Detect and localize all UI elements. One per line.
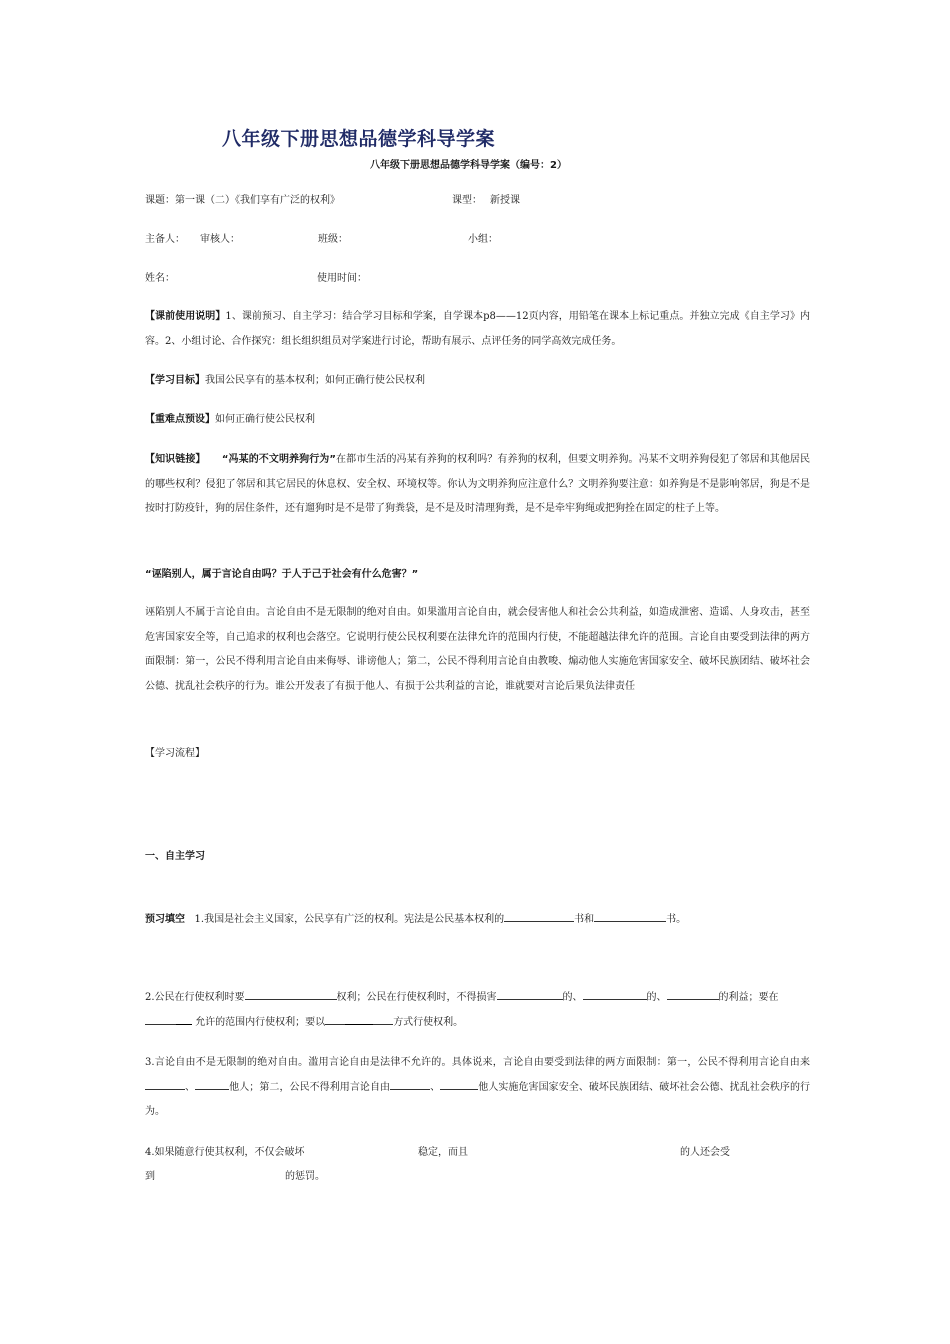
self-study-heading: 一、自主学习 [145, 851, 205, 862]
blank-field[interactable] [195, 1079, 229, 1090]
blank-field[interactable] [390, 1079, 430, 1090]
key-point [145, 408, 810, 433]
q4-part-c: 的人还会受 [680, 1147, 730, 1158]
lesson-type-label: 课型： [452, 195, 482, 206]
slander-answer-text: 诬陷别人不属于言论自由。言论自由不是无限制的绝对自由。如果滥用言论自由，就会侵害他人和社会公共利益，如造成泄密、造谣、人身攻击，甚至危害国家安全等，自己追求的权利也会落空。它说明行使公民权利要在法律允许的范围内行使，不能超越法律允许的范围。言论自由要受到法律的两方面限制：第一，公民不得利用言论自由来侮辱、诽谤他人；第二，公民不得利用言论自由教唆、煽动他人实施危害国家安全、破坏民族团结、破坏社会公德、扰乱社会秩序的行为。谁公开发表了有损于他人、有损于公共利益的言论，谁就要对言论后果负法律责任 [145, 607, 810, 692]
blank-field[interactable] [325, 1014, 345, 1025]
reviewer-field: 审核人： [200, 234, 240, 245]
q3-part-c: 他人；第二，公民不得利用言论自由 [229, 1081, 391, 1093]
q1-part-a: 1.我国是社会主义国家，公民享有广泛的权利。宪法是公民基本权利的 [194, 914, 505, 925]
q3-part-a: 3.言论自由不是无限制的绝对自由。滥用言论自由是法律不允许的。具体说来，言论自由要受到法律的两方面限制：第一，公民不得利用言论自由来 [145, 1057, 810, 1068]
sub-title: 八年级下册思想品德学科导学案（编号：2） [370, 160, 567, 171]
name-field: 姓名： [145, 273, 175, 284]
blank-field[interactable] [667, 989, 719, 1000]
question-1 [145, 908, 810, 933]
q4-part-a: 4.如果随意行使其权利，不仅会破坏 [145, 1147, 305, 1158]
goal-label: 【学习目标】 [145, 375, 205, 386]
q1-part-b: 书和 [574, 914, 595, 925]
usage-label: 【课前使用说明】 [145, 311, 226, 322]
goal-text: 我国公民享有的基本权利；如何正确行使公民权利 [205, 375, 425, 386]
main-title: 八年级下册思想品德学科导学案 [222, 128, 496, 150]
q2-part-c: 的、 [562, 992, 583, 1003]
key-point-label: 【重难点预设】 [145, 414, 215, 425]
q3-part-d: 、 [430, 1081, 441, 1093]
q2-part-f: 允许的范围内行使权利；要以 [195, 1016, 326, 1028]
blank-field[interactable] [504, 911, 574, 922]
knowledge-link [145, 448, 810, 522]
q2-part-b: 权利；公民在行使权利时，不得损害 [336, 992, 497, 1003]
use-time-field: 使用时间： [317, 273, 367, 284]
blank-field[interactable] [373, 1014, 393, 1025]
blank-field[interactable] [497, 989, 563, 1000]
q4-part-e: 的惩罚。 [285, 1171, 325, 1182]
preparer-field: 主备人： [145, 234, 185, 245]
q3-part-e: 他人实施危害国家安全、破坏民族团结、破坏社会公德、扰乱社会秩序的行为。 [145, 1081, 811, 1117]
knowledge-text: 在都市生活的冯某有养狗的权利吗？有养狗的权利，但要文明养狗。冯某不文明养狗侵犯了邻居和其他居民的哪些权利？侵犯了邻居和其它居民的休息权、安全权、环境权等。你认为文明养狗应注意什么？文明养狗要注意：如养狗是不是影响邻居，狗是不是按时打防疫针，狗的居住条件，还有遛狗时是不是带了狗粪袋，是不是及时清理狗粪，是不是牵牢狗绳或把狗拴在固定的柱子上等。 [145, 454, 810, 514]
topic-field: 课题：第一课（二）《我们享有广泛的权利》 [145, 195, 340, 206]
blank-field[interactable] [594, 911, 666, 922]
class-field: 班级： [318, 234, 348, 245]
q3-part-b: 、 [185, 1081, 196, 1093]
q2-part-g: 方式行使权利。 [393, 1016, 464, 1028]
slander-question [145, 563, 810, 588]
q2-part-d: 的、 [646, 992, 667, 1003]
q2-part-a: 2.公民在行使权利时要 [145, 992, 245, 1003]
blank-field[interactable] [145, 1014, 176, 1025]
blank-field[interactable] [345, 1014, 373, 1025]
process-label: 【学习流程】 [145, 748, 205, 759]
knowledge-label: 【知识链接】 [145, 454, 206, 465]
usage-instructions [145, 305, 810, 354]
slander-question-text: “诬陷别人，属于言论自由吗？于人于己于社会有什么危害？” [145, 569, 419, 580]
learning-goal [145, 369, 810, 394]
q1-part-c: 书。 [666, 914, 687, 925]
slander-answer [145, 601, 810, 699]
blank-field[interactable] [145, 1079, 185, 1090]
blank-field[interactable] [583, 989, 647, 1000]
q4-part-d: 到 [145, 1171, 155, 1182]
question-3 [145, 1051, 810, 1125]
key-point-text: 如何正确行使公民权利 [215, 414, 315, 425]
blank-field[interactable] [176, 1014, 192, 1025]
usage-text: 1、课前预习、自主学习：结合学习目标和学案，自学课本p8——12页内容，用铅笔在课本上标记重点。并独立完成《自主学习》内容。2、小组讨论、合作探究：组长组织组员对学案进行讨论，帮助有展示、点评任务的同学高效完成任务。 [145, 311, 810, 347]
group-field: 小组： [468, 234, 498, 245]
blank-field[interactable] [440, 1079, 478, 1090]
question-2 [145, 986, 810, 1035]
q4-part-b: 稳定，而且 [418, 1147, 468, 1158]
q2-part-e: 的利益；要在 [718, 992, 779, 1003]
blank-field[interactable] [245, 989, 337, 1000]
knowledge-quote: “冯某的不文明养狗行为” [221, 454, 336, 465]
lesson-type-value: 新授课 [490, 195, 520, 206]
preview-label: 预习填空 [145, 914, 185, 925]
